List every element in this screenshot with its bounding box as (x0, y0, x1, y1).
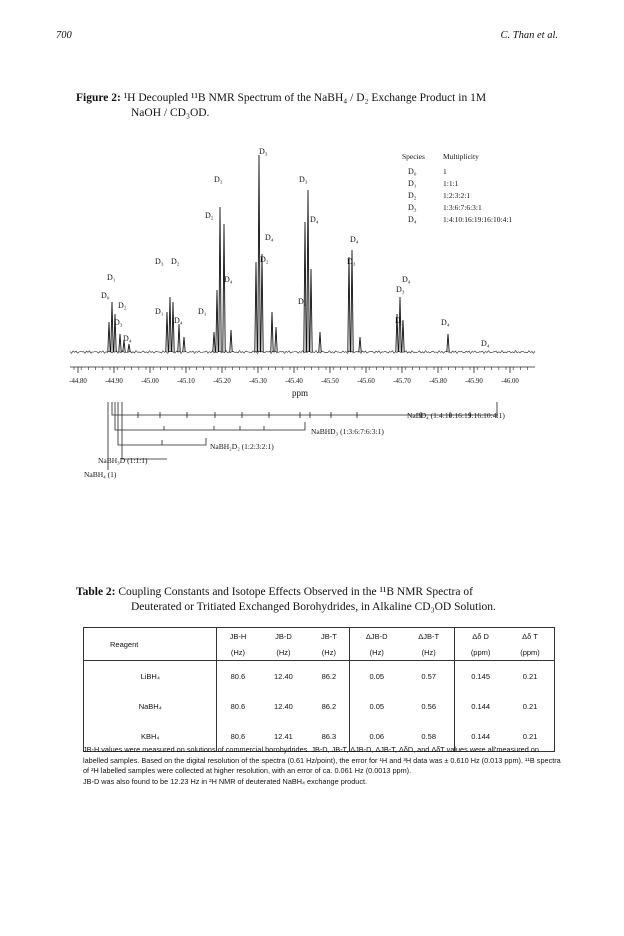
legend-species: D₄ (408, 215, 417, 224)
peak-label: D₀ (101, 291, 110, 300)
spectrum-peak (319, 332, 321, 352)
cell: 80.6 (217, 691, 258, 721)
spectrum-peak (172, 302, 174, 352)
cell: 0.06 (350, 721, 404, 752)
tick-label: -45.80 (429, 378, 447, 385)
header-unit: (Hz) (217, 644, 258, 661)
x-axis-ticks (69, 367, 527, 385)
figure-caption-line1: ¹H Decoupled ¹¹B NMR Spectrum of the NaBH₄ / D₂ Exchange Product in 1M (123, 92, 487, 104)
header-col: JB-T (320, 631, 337, 641)
spectrum-peak (271, 312, 273, 352)
label-nabh3d: NaBH₃D (1:1:1) (98, 456, 148, 465)
peak-label: D₂ (260, 255, 269, 264)
tick-label: -45.10 (177, 378, 195, 385)
legend-species: D₃ (408, 203, 417, 212)
cell: 0.144 (455, 691, 506, 721)
cell-reagent: LiBH₄ (140, 671, 160, 681)
legend-species: D₀ (408, 167, 417, 176)
table-notes (83, 745, 563, 787)
header-col: JB-D (275, 631, 292, 641)
peak-label: D₃ (396, 285, 405, 294)
cell: 12.40 (274, 701, 293, 711)
legend-multiplicity: 1:1:1 (443, 179, 459, 188)
table-caption-line1: Coupling Constants and Isotope Effects Observed in the ¹¹B NMR Spectra of (118, 586, 473, 598)
cell: 0.05 (350, 691, 404, 721)
table-row (84, 691, 555, 721)
spectrum-peak (219, 207, 221, 352)
peak-label: D₄ (123, 334, 132, 343)
cell: 86.2 (321, 701, 337, 711)
spectrum-trace (70, 155, 535, 354)
header-unit: (Hz) (309, 644, 350, 661)
cell: 12.40 (274, 671, 293, 681)
peak-label: D₄ (350, 235, 359, 244)
peak-label: D₃ (114, 318, 123, 327)
table-label: Table 2: (76, 586, 116, 598)
spectrum-peak (216, 290, 218, 352)
header-unit: (Hz) (403, 644, 454, 661)
legend-title-species: Species (402, 152, 425, 161)
header-unit: (ppm) (455, 644, 506, 661)
tick-label: -46.00 (501, 378, 519, 385)
peak-label: D₄ (174, 316, 183, 325)
header-col: JB-H (217, 628, 258, 645)
page-number: 700 (56, 30, 72, 41)
peak-label: D₄ (441, 318, 450, 327)
spectrum-peak (183, 337, 185, 352)
spectrum-peak (307, 190, 309, 352)
peak-label: D₄ (310, 215, 319, 224)
cell: 0.21 (522, 731, 538, 741)
table-caption-line2: Deuterated or Tritiated Exchanged Borohydrides, in Alkaline CD₃OD Solution. (131, 601, 496, 613)
cell: 0.144 (455, 721, 506, 752)
cell: 86.3 (321, 731, 337, 741)
tick-label: -45.40 (285, 378, 303, 385)
peak-label: D₂ (118, 301, 127, 310)
note-1: JB-H values were measured on solutions of commercial borohydrides. JB-D, JB-T, ΔJB-D, ΔJB-T, ΔδD, and ΔδT values were all'measured on labelled samples. Based on the digital resolution of the spectra (0.61 Hz/point), the error for ¹H and ³H data was ± 0.610 Hz (0.013 ppm). ¹¹B spectra of ²H labelled samples were collected at higher resolution, with an error of ca. 0.061 Hz (0.0013 ppm). (83, 745, 561, 775)
tick-label: -44.90 (105, 378, 123, 385)
header-col: Δδ T (522, 631, 538, 641)
spectrum-peak (108, 322, 110, 352)
cell-reagent: NaBH₄ (138, 701, 162, 711)
spectrum-peak (213, 332, 215, 352)
spectrum-peak (119, 334, 121, 352)
spectrum-peak (304, 222, 306, 352)
cell-reagent: KBH₄ (141, 731, 160, 741)
table-caption (76, 585, 561, 615)
bracket-nabh2d2 (118, 402, 206, 445)
peak-label: D₂ (298, 297, 307, 306)
spectrum-peak (166, 312, 168, 352)
tick-label: -45.30 (249, 378, 267, 385)
peak-label: D₄ (265, 233, 274, 242)
cell: 0.56 (421, 701, 437, 711)
label-nabh2d2: NaBH₂D₂ (1:2:3:2:1) (210, 442, 274, 451)
cell: 80.6 (217, 661, 258, 692)
baseline-noise (70, 351, 535, 354)
legend-multiplicity: 1:3:6:7:6:3:1 (443, 203, 482, 212)
label-nabhd3: NaBHD₃ (1:3:6:7:6:3:1) (311, 427, 384, 436)
cell: 0.05 (350, 661, 404, 692)
peak-label: D₄ (402, 275, 411, 284)
cell: 0.21 (522, 671, 538, 681)
legend-species: D₂ (408, 191, 417, 200)
peak-label: D₁ (198, 307, 207, 316)
spectrum-peak (178, 324, 180, 352)
header-col: ΔJB-D (350, 628, 404, 645)
spectrum-peak (255, 262, 257, 352)
cell: 0.21 (522, 701, 538, 711)
spectrum-peak (230, 330, 232, 352)
header-unit: (ppm) (506, 644, 554, 661)
tick-label: -45.90 (465, 378, 483, 385)
spectrum-peak (261, 254, 263, 352)
legend (408, 167, 512, 224)
nmr-spectrum-figure (60, 140, 560, 485)
coupling-constants-table (83, 627, 555, 752)
peak-label: D₂ (205, 211, 214, 220)
running-head: C. Than et al. (500, 30, 558, 41)
peak-label: D₃ (155, 257, 164, 266)
spectrum-peak (258, 155, 260, 352)
peak-label: D₁ (155, 307, 164, 316)
header-unit: (Hz) (258, 644, 308, 661)
x-axis-label: ppm (292, 388, 309, 398)
tick-label: -45.70 (393, 378, 411, 385)
tick-label: -45.20 (213, 378, 231, 385)
peak-labels (101, 147, 490, 348)
spectrum-peak (223, 224, 225, 352)
legend-title-multiplicity: Multiplicity (443, 152, 479, 161)
bracket-nabhd3 (115, 402, 305, 430)
header-col: ΔJB-T (418, 631, 440, 641)
cell: 0.145 (455, 661, 506, 692)
legend-multiplicity: 1:2:3:2:1 (443, 191, 471, 200)
cell: 0.58 (421, 731, 437, 741)
peak-label: D₄ (481, 339, 490, 348)
header-reagent: Reagent (84, 628, 217, 661)
label-nabd4: NaBD₄ (1:4:10:16:19:16:10:4:1) (407, 411, 505, 420)
note-2: JB-D was also found to be 12.23 Hz in ²H NMR of deuterated NaBH₄ exchange product. (83, 776, 368, 786)
figure-label: Figure 2: (76, 92, 121, 104)
spectrum-peak (348, 257, 350, 352)
tick-label: -45.60 (357, 378, 375, 385)
table-row (84, 661, 555, 692)
figure-caption (76, 91, 561, 121)
figure-caption-line2: NaOH / CD₃OD. (131, 107, 210, 119)
spectrum-peak (128, 344, 130, 352)
tick-label: -45.00 (141, 378, 159, 385)
cell: 12.41 (274, 731, 293, 741)
cell: 0.57 (421, 671, 437, 681)
peak-label: D₃ (299, 175, 308, 184)
tick-label: -45.50 (321, 378, 339, 385)
spectrum-peak (359, 337, 361, 352)
spectrum-peak (169, 297, 171, 352)
bracket-nabh3d (122, 402, 167, 459)
spectrum-peak (111, 302, 113, 352)
spectrum-peak (447, 334, 449, 352)
legend-species: D₁ (408, 179, 417, 188)
peak-label: D₂ (171, 257, 180, 266)
legend-multiplicity: 1:4:10:16:19:16:10:4:1 (443, 215, 513, 224)
peak-label: D₁ (107, 273, 116, 282)
header-col: Δδ D (455, 628, 506, 645)
tick-label: -44.80 (69, 378, 87, 385)
peak-label: D₃ (259, 147, 268, 156)
label-nabh4: NaBH₄ (1) (84, 470, 117, 479)
header-unit: (Hz) (350, 644, 404, 661)
legend-multiplicity: 1 (443, 167, 447, 176)
spectrum-peak (310, 269, 312, 352)
cell: 80.6 (217, 721, 258, 752)
spectrum-peak (275, 327, 277, 352)
cell: 86.2 (321, 671, 337, 681)
peak-label: D₃ (214, 175, 223, 184)
peak-label: D₃ (395, 316, 404, 325)
peak-label: D₄ (224, 275, 233, 284)
peak-label: D₃ (347, 257, 356, 266)
